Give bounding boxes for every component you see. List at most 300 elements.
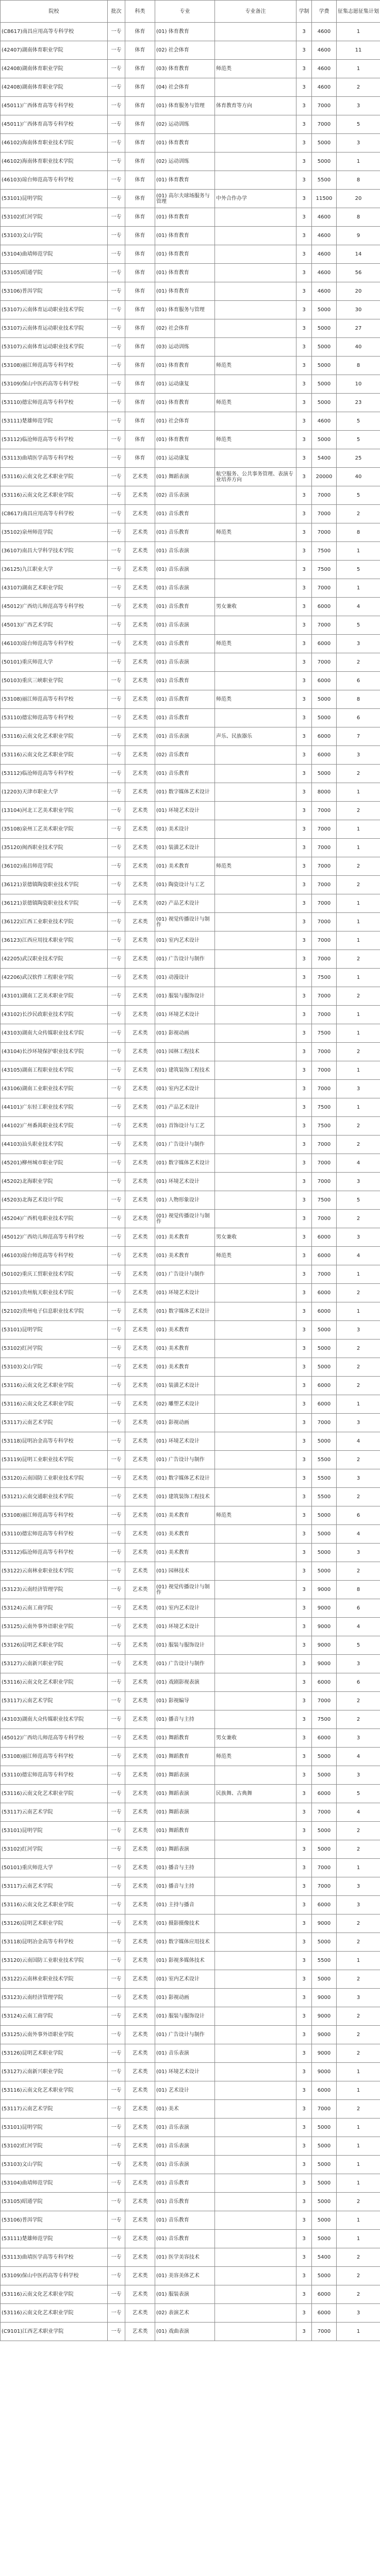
table-row [1, 1840, 380, 1859]
school-cell: (53102)红河学院 [1, 1840, 108, 1859]
plan-count-cell: 8 [337, 523, 380, 542]
school-cell: (53116)云南文化艺术职业学院 [1, 2304, 108, 2323]
school-cell: (43101)湖南工艺美术职业学院 [1, 987, 108, 1006]
plan-count-cell: 2 [337, 1914, 380, 1933]
major-note-cell [215, 1302, 296, 1321]
category-cell: 艺术类 [125, 1803, 155, 1822]
batch-cell: 一专 [108, 1859, 125, 1877]
tuition-fee-cell: 11500 [312, 190, 337, 208]
batch-cell: 一专 [108, 1173, 125, 1191]
header-batch: 批次 [108, 1, 125, 23]
plan-count-cell: 3 [337, 2304, 380, 2323]
major-cell: (01) 产品艺术设计 [155, 1098, 215, 1117]
category-cell: 艺术类 [125, 2193, 155, 2211]
major-note-cell [215, 282, 296, 301]
table-row [1, 1525, 380, 1544]
table-row [1, 2174, 380, 2193]
school-cell: (45012)广西幼儿师范高等专科学校 [1, 1729, 108, 1748]
major-note-cell [215, 1636, 296, 1655]
table-row [1, 1136, 380, 1154]
tuition-fee-cell: 7000 [312, 97, 337, 115]
years-cell: 3 [296, 1822, 312, 1840]
tuition-fee-cell: 5500 [312, 1469, 337, 1488]
batch-cell: 一专 [108, 653, 125, 672]
plan-count-cell: 3 [337, 1173, 380, 1191]
plan-count-cell: 20 [337, 282, 380, 301]
table-row [1, 1451, 380, 1469]
major-cell: (01) 音乐表演 [155, 616, 215, 635]
tuition-fee-cell: 6000 [312, 727, 337, 746]
plan-count-cell: 2 [337, 2193, 380, 2211]
batch-cell: 一专 [108, 1006, 125, 1024]
batch-cell: 一专 [108, 171, 125, 190]
years-cell: 3 [296, 1191, 312, 1210]
major-note-cell: 师范类 [215, 523, 296, 542]
plan-count-cell: 20 [337, 190, 380, 208]
category-cell: 艺术类 [125, 987, 155, 1006]
category-cell: 艺术类 [125, 1581, 155, 1599]
school-cell: (53104)曲靖师范学院 [1, 2174, 108, 2193]
table-row [1, 1673, 380, 1692]
table-row [1, 969, 380, 987]
table-row [1, 338, 380, 357]
tuition-fee-cell: 7000 [312, 486, 337, 505]
school-cell: (53124)云南工商学院 [1, 2007, 108, 2026]
years-cell: 3 [296, 598, 312, 616]
school-cell: (53116)云南文化艺术职业学院 [1, 1673, 108, 1692]
years-cell: 3 [296, 1803, 312, 1822]
batch-cell: 一专 [108, 1599, 125, 1618]
tuition-fee-cell: 5000 [312, 2174, 337, 2193]
category-cell: 艺术类 [125, 1933, 155, 1952]
major-note-cell [215, 913, 296, 931]
category-cell: 艺术类 [125, 1525, 155, 1544]
school-cell: (C8617)南昌应用高等专科学校 [1, 505, 108, 523]
batch-cell: 一专 [108, 1432, 125, 1451]
plan-count-cell: 27 [337, 319, 380, 338]
table-row [1, 1321, 380, 1340]
school-cell: (53125)云南外事外语职业学院 [1, 1618, 108, 1636]
category-cell: 艺术类 [125, 857, 155, 876]
major-cell: (01) 体育教育 [155, 282, 215, 301]
table-row [1, 1766, 380, 1785]
years-cell: 3 [296, 1210, 312, 1228]
school-cell: (35120)闽西职业技术学院 [1, 839, 108, 857]
tuition-fee-cell: 6000 [312, 598, 337, 616]
school-cell: (53103)文山学院 [1, 2156, 108, 2174]
years-cell: 3 [296, 208, 312, 227]
years-cell: 3 [296, 190, 312, 208]
table-row [1, 301, 380, 319]
plan-count-cell: 1 [337, 1302, 380, 1321]
table-row [1, 1506, 380, 1525]
major-cell: (01) 舞蹈教育 [155, 1748, 215, 1766]
table-row [1, 1395, 380, 1414]
major-cell: (01) 舞蹈教育 [155, 1729, 215, 1748]
school-cell: (53122)云南林业职业技术学院 [1, 1562, 108, 1581]
school-cell: (53116)云南文化艺术职业学院 [1, 2081, 108, 2100]
plan-count-cell: 40 [337, 338, 380, 357]
years-cell: 3 [296, 1395, 312, 1414]
batch-cell: 一专 [108, 857, 125, 876]
category-cell: 艺术类 [125, 1655, 155, 1673]
major-note-cell [215, 950, 296, 969]
batch-cell: 一专 [108, 1061, 125, 1080]
school-cell: (42205)武汉职业技术学院 [1, 950, 108, 969]
school-cell: (53113)曲靖医学高等专科学校 [1, 2248, 108, 2267]
major-note-cell [215, 134, 296, 152]
tuition-fee-cell: 5000 [312, 375, 337, 394]
major-note-cell: 师范类 [215, 1506, 296, 1525]
school-cell: (50102)重庆工贸职业技术学院 [1, 1265, 108, 1284]
tuition-fee-cell: 6000 [312, 635, 337, 653]
batch-cell: 一专 [108, 486, 125, 505]
years-cell: 3 [296, 1136, 312, 1154]
batch-cell: 一专 [108, 746, 125, 765]
years-cell: 3 [296, 635, 312, 653]
school-cell: (45012)广西幼儿师范高等专科学校 [1, 598, 108, 616]
plan-count-cell: 2 [337, 2248, 380, 2267]
major-note-cell: 师范类 [215, 60, 296, 78]
plan-count-cell: 3 [337, 1877, 380, 1896]
tuition-fee-cell: 5000 [312, 1562, 337, 1581]
major-note-cell: 师范类 [215, 1748, 296, 1766]
category-cell: 体育 [125, 190, 155, 208]
major-note-cell [215, 1395, 296, 1414]
years-cell: 3 [296, 468, 312, 486]
tuition-fee-cell: 7500 [312, 1098, 337, 1117]
years-cell: 3 [296, 357, 312, 375]
major-note-cell [215, 1321, 296, 1340]
category-cell: 艺术类 [125, 2100, 155, 2119]
plan-count-cell: 1 [337, 542, 380, 561]
major-cell: (01) 音乐教育 [155, 2193, 215, 2211]
school-cell: (50101)重庆师范大学 [1, 1859, 108, 1877]
major-note-cell [215, 1488, 296, 1506]
plan-count-cell: 3 [337, 1228, 380, 1247]
plan-count-cell: 2 [337, 1692, 380, 1710]
school-cell: (53107)云南体育运动职业技术学院 [1, 338, 108, 357]
major-note-cell [215, 1544, 296, 1562]
tuition-fee-cell: 7500 [312, 1117, 337, 1136]
plan-count-cell: 3 [337, 1544, 380, 1562]
school-cell: (53112)临沧师范高等专科学校 [1, 1544, 108, 1562]
school-cell: (45204)广西机电职业技术学院 [1, 1210, 108, 1228]
major-cell: (01) 体育教育 [155, 227, 215, 245]
tuition-fee-cell: 7000 [312, 876, 337, 894]
years-cell: 3 [296, 1859, 312, 1877]
plan-count-cell: 1 [337, 783, 380, 802]
tuition-fee-cell: 7500 [312, 542, 337, 561]
major-cell: (01) 体育教育 [155, 23, 215, 41]
plan-count-cell: 1 [337, 1265, 380, 1284]
plan-count-cell: 3 [337, 134, 380, 152]
school-cell: (53111)楚雄师范学院 [1, 412, 108, 431]
major-cell: (01) 广告设计与制作 [155, 2026, 215, 2044]
years-cell: 3 [296, 1451, 312, 1469]
batch-cell: 一专 [108, 357, 125, 375]
school-cell: (53116)云南文化艺术职业学院 [1, 1377, 108, 1395]
plan-count-cell: 5 [337, 412, 380, 431]
tuition-fee-cell: 9000 [312, 2044, 337, 2063]
school-cell: (42407)湖南体育职业学院 [1, 41, 108, 60]
years-cell: 3 [296, 839, 312, 857]
plan-count-cell: 5 [337, 1636, 380, 1655]
category-cell: 体育 [125, 282, 155, 301]
major-note-cell [215, 1136, 296, 1154]
tuition-fee-cell: 6000 [312, 746, 337, 765]
category-cell: 艺术类 [125, 1006, 155, 1024]
plan-count-cell: 3 [337, 746, 380, 765]
category-cell: 艺术类 [125, 1488, 155, 1506]
tuition-fee-cell: 7000 [312, 1859, 337, 1877]
major-cell: (01) 舞蹈教育 [155, 1822, 215, 1840]
school-cell: (53116)云南文化艺术职业学院 [1, 727, 108, 746]
plan-count-cell: 5 [337, 486, 380, 505]
years-cell: 3 [296, 1432, 312, 1451]
category-cell: 艺术类 [125, 1043, 155, 1061]
plan-count-cell: 2 [337, 2285, 380, 2304]
category-cell: 艺术类 [125, 598, 155, 616]
tuition-fee-cell: 7500 [312, 1710, 337, 1729]
years-cell: 3 [296, 894, 312, 913]
years-cell: 3 [296, 1302, 312, 1321]
batch-cell: 一专 [108, 2285, 125, 2304]
major-note-cell [215, 2230, 296, 2248]
tuition-fee-cell: 4600 [312, 78, 337, 97]
batch-cell: 一专 [108, 894, 125, 913]
category-cell: 体育 [125, 338, 155, 357]
major-note-cell: 师范类 [215, 1247, 296, 1265]
years-cell: 3 [296, 2285, 312, 2304]
tuition-fee-cell: 5400 [312, 449, 337, 468]
school-cell: (45011)广西体育高等专科学校 [1, 115, 108, 134]
major-note-cell [215, 2156, 296, 2174]
years-cell: 3 [296, 264, 312, 282]
batch-cell: 一专 [108, 2007, 125, 2026]
table-row [1, 115, 380, 134]
table-row [1, 746, 380, 765]
school-cell: (45203)北海艺术设计学院 [1, 1191, 108, 1210]
tuition-fee-cell: 9000 [312, 1618, 337, 1636]
major-cell: (01) 美容美体艺术 [155, 2267, 215, 2285]
plan-count-cell: 1 [337, 839, 380, 857]
tuition-fee-cell: 5000 [312, 1544, 337, 1562]
table-row [1, 579, 380, 598]
major-cell: (01) 主持与播音 [155, 1896, 215, 1914]
plan-count-cell: 4 [337, 1247, 380, 1265]
plan-count-cell: 1 [337, 1061, 380, 1080]
batch-cell: 一专 [108, 375, 125, 394]
school-cell: (42408)湖南体育职业学院 [1, 78, 108, 97]
years-cell: 3 [296, 616, 312, 635]
tuition-fee-cell: 9000 [312, 1636, 337, 1655]
major-note-cell: 中外合作办学 [215, 190, 296, 208]
years-cell: 3 [296, 1655, 312, 1673]
table-row [1, 41, 380, 60]
major-note-cell [215, 1840, 296, 1859]
major-cell: (02) 雕塑艺术设计 [155, 1395, 215, 1414]
major-note-cell [215, 1358, 296, 1377]
school-cell: (53109)保山中医药高等专科学校 [1, 375, 108, 394]
years-cell: 3 [296, 1989, 312, 2007]
batch-cell: 一专 [108, 1321, 125, 1340]
major-note-cell [215, 2323, 296, 2341]
table-row [1, 23, 380, 41]
school-cell: (53117)云南艺术学院 [1, 2100, 108, 2119]
category-cell: 艺术类 [125, 2174, 155, 2193]
major-cell: (01) 室内艺术设计 [155, 1970, 215, 1989]
major-cell: (01) 美术教育 [155, 1506, 215, 1525]
years-cell: 3 [296, 134, 312, 152]
category-cell: 艺术类 [125, 505, 155, 523]
major-note-cell [215, 1673, 296, 1692]
major-note-cell [215, 1061, 296, 1080]
major-cell: (01) 音乐表演 [155, 2137, 215, 2156]
years-cell: 3 [296, 1525, 312, 1544]
major-note-cell [215, 2007, 296, 2026]
major-cell: (03) 运动训练 [155, 338, 215, 357]
tuition-fee-cell: 5000 [312, 709, 337, 727]
years-cell: 3 [296, 1488, 312, 1506]
major-cell: (01) 环境艺术设计 [155, 1618, 215, 1636]
school-cell: (53126)昆明艺术职业学院 [1, 2044, 108, 2063]
plan-count-cell: 25 [337, 449, 380, 468]
major-cell: (01) 装潢艺术设计 [155, 839, 215, 857]
plan-count-cell: 5 [337, 616, 380, 635]
plan-count-cell: 40 [337, 468, 380, 486]
plan-count-cell: 1 [337, 2211, 380, 2230]
table-row [1, 375, 380, 394]
table-body [1, 23, 380, 2341]
major-cell: (01) 影视动画 [155, 1414, 215, 1432]
major-cell: (01) 音乐教育 [155, 523, 215, 542]
tuition-fee-cell: 5000 [312, 134, 337, 152]
tuition-fee-cell: 9000 [312, 2007, 337, 2026]
table-row [1, 1432, 380, 1451]
school-cell: (53116)云南文化艺术职业学院 [1, 2285, 108, 2304]
major-note-cell [215, 1952, 296, 1970]
batch-cell: 一专 [108, 2304, 125, 2323]
table-row [1, 2137, 380, 2156]
school-cell: (53127)云南新兴职业学院 [1, 1655, 108, 1673]
category-cell: 艺术类 [125, 1970, 155, 1989]
major-cell: (01) 装潢艺术设计 [155, 1377, 215, 1395]
batch-cell: 一专 [108, 208, 125, 227]
plan-count-cell: 5 [337, 1785, 380, 1803]
major-cell: (01) 影视动画 [155, 1989, 215, 2007]
school-cell: (42206)武汉软件工程职业学院 [1, 969, 108, 987]
years-cell: 3 [296, 171, 312, 190]
school-cell: (53103)文山学院 [1, 227, 108, 245]
category-cell: 艺术类 [125, 746, 155, 765]
years-cell: 3 [296, 1154, 312, 1173]
plan-count-cell: 23 [337, 394, 380, 412]
category-cell: 艺术类 [125, 1469, 155, 1488]
school-cell: (46103)琼台师范高等专科学校 [1, 1247, 108, 1265]
plan-count-cell: 2 [337, 2026, 380, 2044]
plan-count-cell: 1 [337, 1098, 380, 1117]
table-row [1, 1061, 380, 1080]
plan-count-cell: 3 [337, 1729, 380, 1748]
batch-cell: 一专 [108, 1284, 125, 1302]
plan-count-cell: 2 [337, 1840, 380, 1859]
table-row [1, 523, 380, 542]
plan-count-cell: 2 [337, 1136, 380, 1154]
batch-cell: 一专 [108, 1358, 125, 1377]
batch-cell: 一专 [108, 1098, 125, 1117]
major-note-cell [215, 765, 296, 783]
school-cell: (43105)湖南工程职业技术学院 [1, 1061, 108, 1080]
category-cell: 艺术类 [125, 931, 155, 950]
plan-count-cell: 1 [337, 894, 380, 913]
years-cell: 3 [296, 41, 312, 60]
table-row [1, 431, 380, 449]
batch-cell: 一专 [108, 1191, 125, 1210]
plan-count-cell: 2 [337, 2007, 380, 2026]
plan-count-cell: 6 [337, 1506, 380, 1525]
school-cell: (53108)丽江师范高等专科学校 [1, 1506, 108, 1525]
batch-cell: 一专 [108, 2174, 125, 2193]
table-row [1, 1302, 380, 1321]
major-cell: (01) 医学美容技术 [155, 2248, 215, 2267]
school-cell: (53106)普洱学院 [1, 282, 108, 301]
table-row [1, 2248, 380, 2267]
category-cell: 艺术类 [125, 1061, 155, 1080]
major-cell: (01) 体育教育 [155, 208, 215, 227]
major-cell: (01) 音乐表演 [155, 2119, 215, 2137]
school-cell: (53123)云南经济管理学院 [1, 1581, 108, 1599]
major-note-cell [215, 41, 296, 60]
plan-count-cell: 4 [337, 1618, 380, 1636]
major-cell: (01) 数字媒体艺术设计 [155, 783, 215, 802]
plan-count-cell: 2 [337, 765, 380, 783]
batch-cell: 一专 [108, 2156, 125, 2174]
category-cell: 艺术类 [125, 1173, 155, 1191]
batch-cell: 一专 [108, 913, 125, 931]
plan-count-cell: 2 [337, 1451, 380, 1469]
tuition-fee-cell: 5000 [312, 1748, 337, 1766]
school-cell: (53116)云南文化艺术职业学院 [1, 468, 108, 486]
major-note-cell: 师范类 [215, 690, 296, 709]
table-row [1, 1358, 380, 1377]
plan-count-cell: 2 [337, 1043, 380, 1061]
table-row [1, 171, 380, 190]
table-row [1, 1098, 380, 1117]
school-cell: (43104)长沙环境保护职业技术学院 [1, 1043, 108, 1061]
school-cell: (52102)贵州电子信息职业技术学院 [1, 1302, 108, 1321]
batch-cell: 一专 [108, 245, 125, 264]
table-row [1, 2119, 380, 2137]
table-row [1, 2063, 380, 2081]
tuition-fee-cell: 5000 [312, 1432, 337, 1451]
category-cell: 体育 [125, 412, 155, 431]
major-cell: (01) 体育服务与管理 [155, 301, 215, 319]
category-cell: 艺术类 [125, 2230, 155, 2248]
years-cell: 3 [296, 1581, 312, 1599]
major-note-cell [215, 227, 296, 245]
major-note-cell [215, 653, 296, 672]
major-cell: (01) 体育教育 [155, 431, 215, 449]
batch-cell: 一专 [108, 1655, 125, 1673]
tuition-fee-cell: 4600 [312, 208, 337, 227]
school-cell: (43103)湖南大众传媒职业技术学院 [1, 1024, 108, 1043]
major-note-cell [215, 1006, 296, 1024]
major-note-cell [215, 115, 296, 134]
school-cell: (53110)德宏师范高等专科学校 [1, 1525, 108, 1544]
years-cell: 3 [296, 1414, 312, 1432]
table-row [1, 190, 380, 208]
